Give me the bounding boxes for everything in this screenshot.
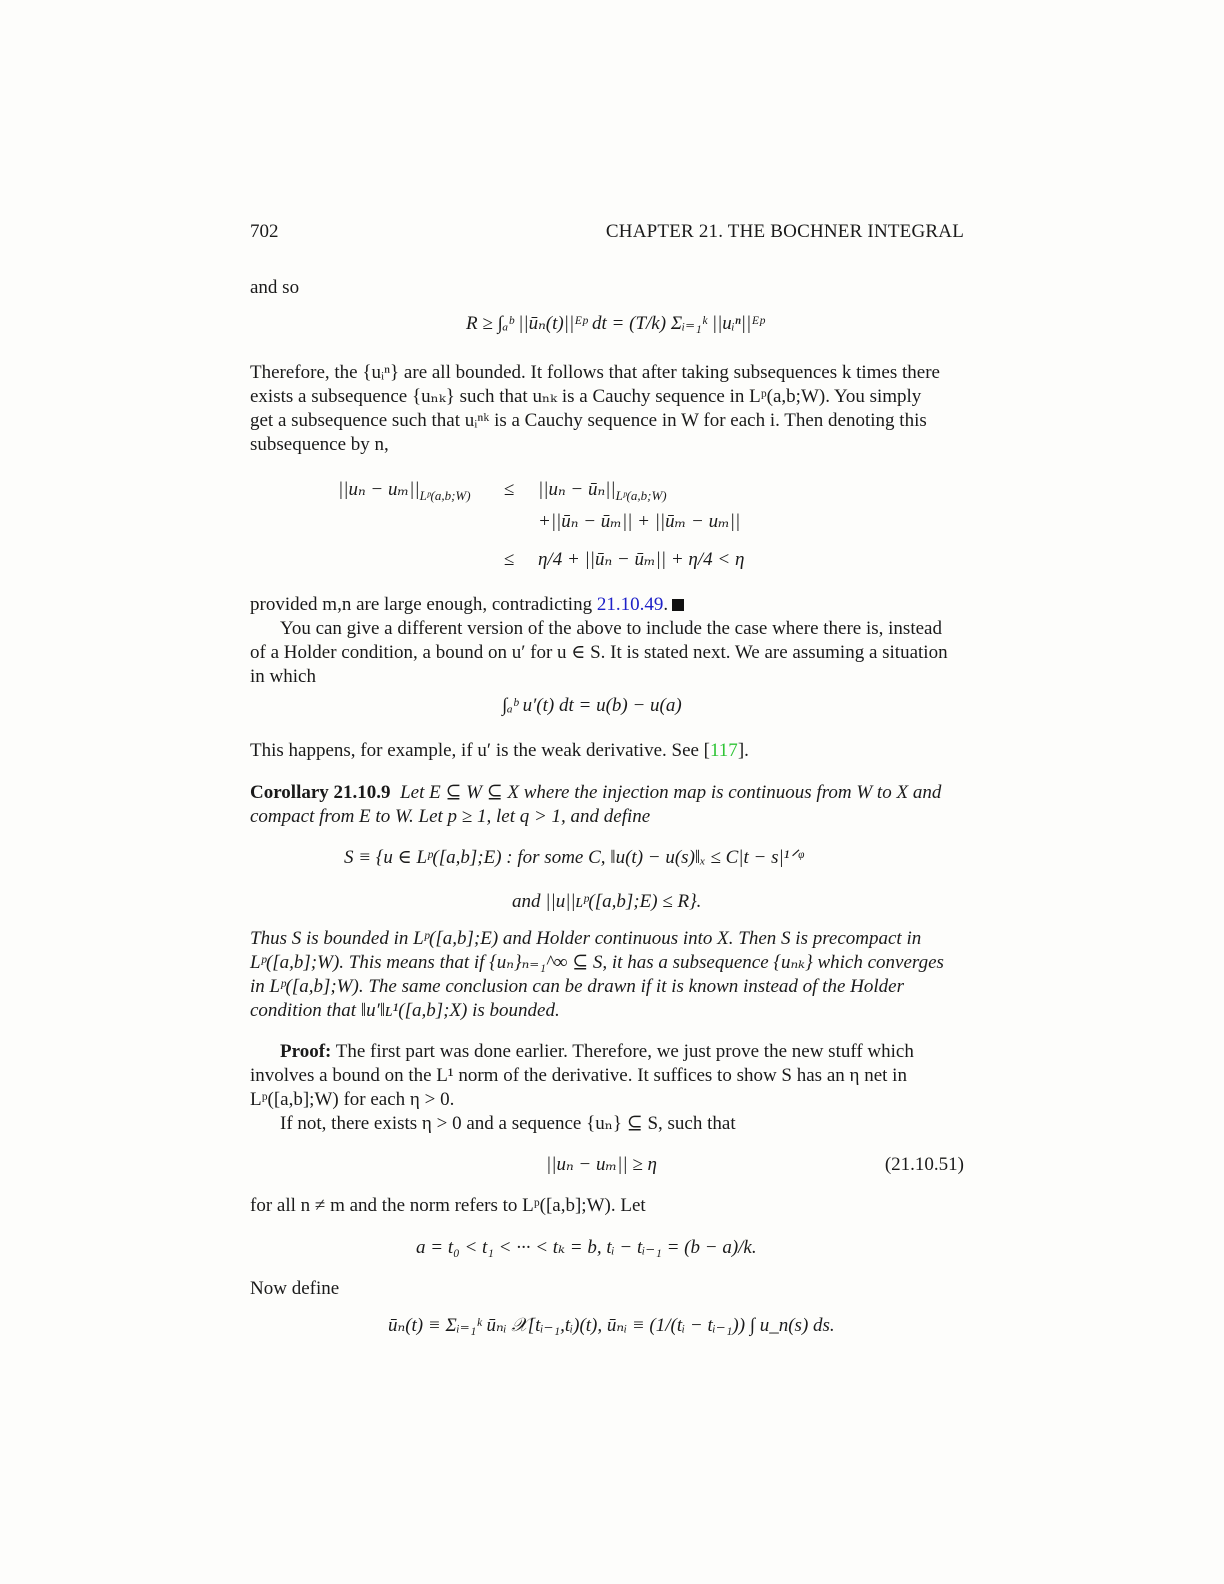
proof-paragraph [250, 1040, 964, 1136]
corollary-line3: Thus S is bounded in Lᵖ([a,b];E) and Holder continuous into X. Then S is precompact in [250, 928, 922, 949]
ineq-lhs-text: ||uₙ − uₘ|| [338, 479, 420, 500]
corollary-line5: in Lᵖ([a,b];W). The same conclusion can be drawn if it is known instead of the Holder [250, 976, 904, 997]
ineq-row1 [538, 478, 667, 508]
paragraph-provided [250, 593, 964, 617]
happens-end: ]. [737, 740, 749, 761]
ineq-row1-space: Lᵖ(a,b;W) [615, 488, 667, 503]
happens-text: This happens, for example, if u′ is the weak derivative. See [ [250, 740, 711, 761]
equation-r-bound [466, 298, 766, 350]
ineq-row2 [538, 510, 740, 534]
chapter-title: CHAPTER 21. THE BOCHNER INTEGRAL [605, 221, 964, 242]
equation-partition: a = t₀ < t₁ < ··· < tₖ = b, tᵢ − tᵢ₋₁ = (b − a)/k. [416, 1237, 757, 1258]
equation-set-s-line1: S ≡ {u ∈ Lᵖ([a,b];E) : for some C, ‖u(t) − u(s)‖ₓ ≤ C|t − s|¹ᐟᵠ [344, 847, 804, 868]
proof-line1: The first part was done earlier. Therefore, we just prove the new stuff which [331, 1041, 914, 1062]
provided-text: provided m,n are large enough, contradicting [250, 594, 597, 615]
different-line1: You can give a different version of the above to include the case where there is, instead [280, 618, 942, 639]
equation-r-bound-text: R ≥ ∫ₐᵇ ||ūₙ(t)||ᴱᵖ dt = (T/k) Σᵢ₌₁ᵏ ||uᵢⁿ||ᴱᵖ [466, 313, 765, 334]
ineq-row1-text: ||uₙ − ūₙ|| [538, 479, 616, 500]
ineq-lhs-space: Lᵖ(a,b;W) [419, 488, 471, 503]
corollary-line4: Lᵖ([a,b];W). This means that if {uₙ}ₙ₌₁^∞ ⊆ S, it has a subsequence {uₙₖ} which converges [250, 952, 944, 973]
paragraph-happens [250, 739, 964, 763]
ineq-row2-text: +||ūₙ − ūₘ|| + ||ūₘ − uₘ|| [538, 511, 741, 532]
citation-link[interactable]: 117 [710, 740, 738, 761]
paragraph-bounded-line4: subsequence by n, [250, 434, 389, 455]
ineq-le-2: ≤ [504, 549, 515, 570]
inequality-block [338, 478, 898, 588]
page-number: 702 [250, 221, 279, 242]
corollary-label: Corollary 21.10.9 [250, 782, 391, 803]
proof-label: Proof: [280, 1041, 332, 1062]
ineq-row3 [538, 548, 744, 572]
different-line2: of a Holder condition, a bound on u′ for u ∈ S. It is stated next. We are assuming a situation [250, 642, 948, 663]
corollary-line1: Let E ⊆ W ⊆ X where the injection map is continuous from W to X and [400, 782, 942, 803]
equation-21-10-51-row [250, 1153, 964, 1177]
paragraph-for-all: for all n ≠ m and the norm refers to Lᵖ([a,b];W). Let [250, 1195, 646, 1216]
paragraph-bounded-line1: Therefore, the {uᵢⁿ} are all bounded. It follows that after taking subsequences k times there [250, 362, 940, 383]
corollary-line6: condition that ‖u′‖ʟ¹([a,b];X) is bounded. [250, 1000, 560, 1021]
ineq-row3-text: η/4 + ||ūₙ − ūₘ|| + η/4 < η [538, 549, 745, 570]
proof-line3: Lᵖ([a,b];W) for each η > 0. [250, 1089, 455, 1110]
qed-square-icon [672, 599, 684, 611]
equation-number: (21.10.51) [884, 1154, 964, 1175]
corollary-continuation [250, 927, 964, 1023]
provided-end: . [663, 594, 669, 615]
paragraph-different-version [250, 617, 964, 689]
text-and-so: and so [250, 277, 300, 298]
equation-ftc: ∫ₐᵇ u′(t) dt = u(b) − u(a) [502, 695, 682, 716]
equation-ref-link[interactable]: 21.10.49 [596, 594, 664, 615]
equation-set-s-line2: and ||u||ʟᵖ([a,b];E) ≤ R}. [512, 891, 702, 912]
corollary-line2: compact from E to W. Let p ≥ 1, let q > 1, and define [250, 806, 651, 827]
equation-define-un: ūₙ(t) ≡ Σᵢ₌₁ᵏ ūₙᵢ 𝒳[tᵢ₋₁,tᵢ)(t), ūₙᵢ ≡ (1/(tᵢ − tᵢ₋₁)) ∫ u_n(s) ds. [388, 1315, 835, 1336]
proof-line4: If not, there exists η > 0 and a sequence {uₙ} ⊆ S, such that [280, 1113, 736, 1134]
different-line3: in which [250, 666, 316, 687]
proof-line2: involves a bound on the L¹ norm of the derivative. It suffices to show S has an η net in [250, 1065, 907, 1086]
corollary-statement [250, 781, 964, 829]
running-header [250, 220, 964, 244]
paragraph-now-define: Now define [250, 1278, 340, 1299]
paragraph-bounded [250, 361, 964, 457]
paragraph-bounded-line3: get a subsequence such that uᵢⁿᵏ is a Cauchy sequence in W for each i. Then denoting this [250, 410, 927, 431]
ineq-lhs [338, 478, 471, 508]
equation-21-10-51: ||uₙ − uₘ|| ≥ η [546, 1154, 657, 1175]
ineq-le-1: ≤ [504, 479, 515, 500]
paragraph-bounded-line2: exists a subsequence {uₙₖ} such that uₙₖ is a Cauchy sequence in Lᵖ(a,b;W). You simply [250, 386, 922, 407]
